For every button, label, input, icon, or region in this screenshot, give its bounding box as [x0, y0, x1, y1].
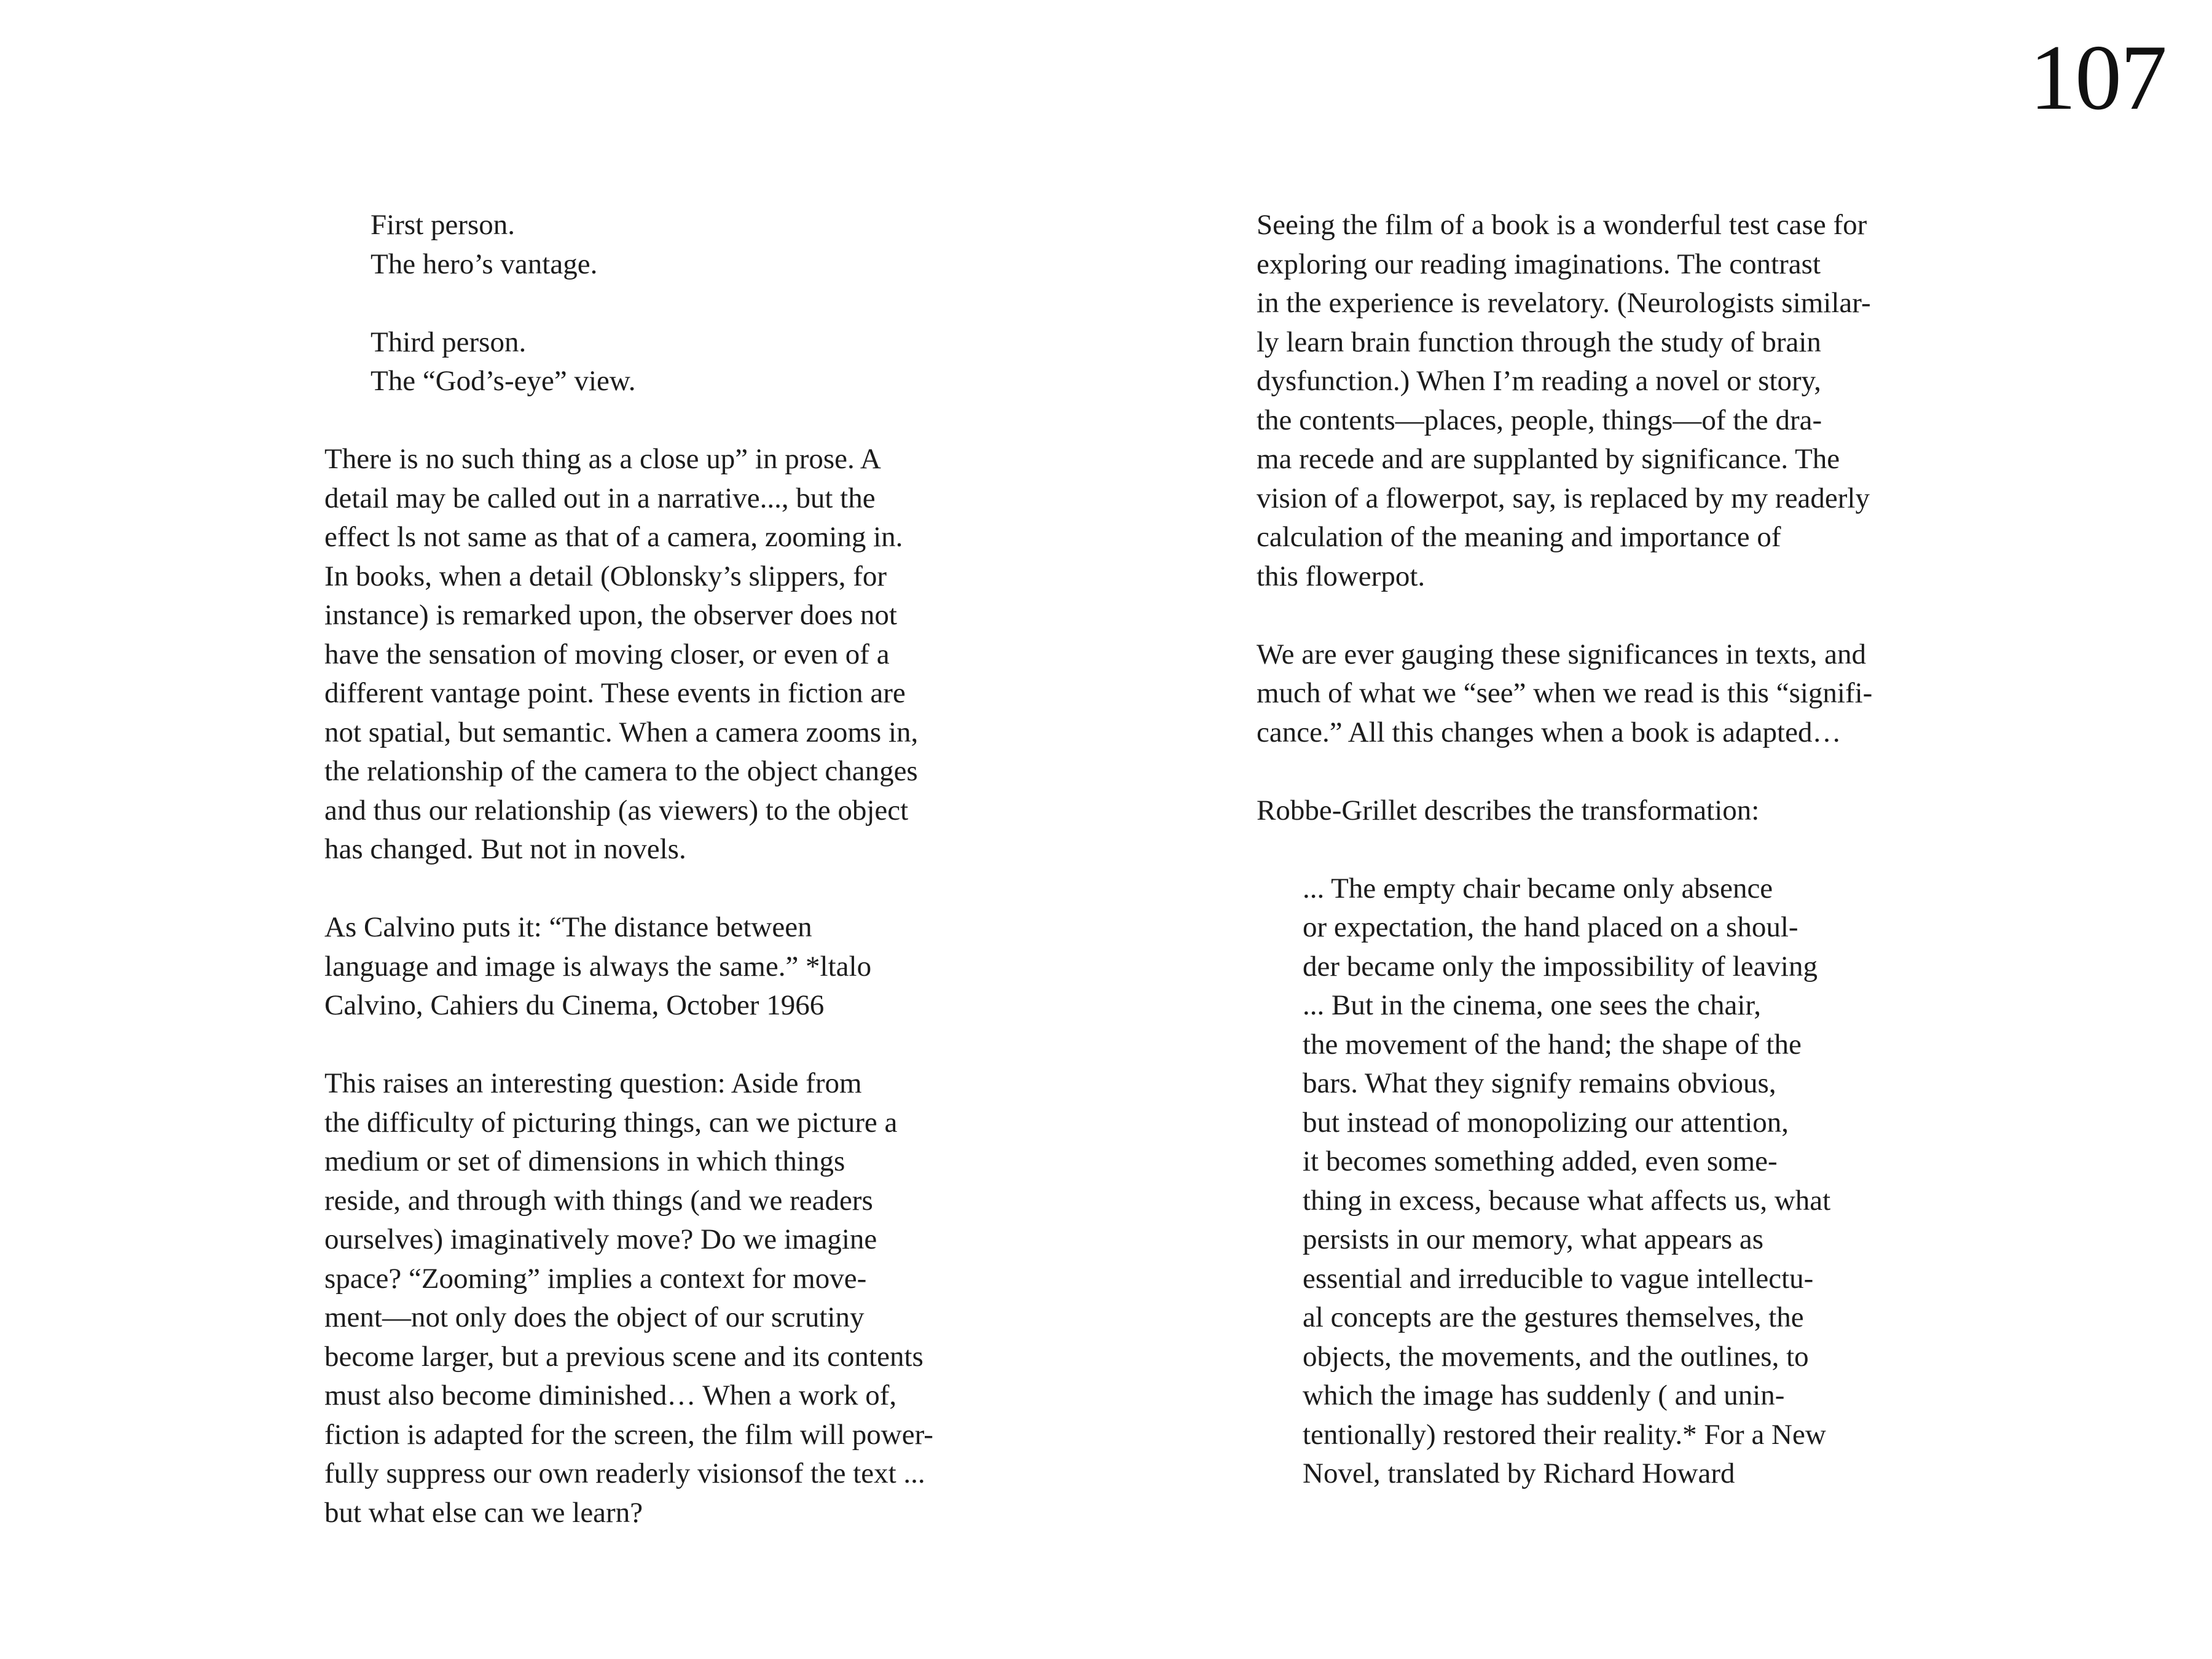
text-line: As Calvino puts it: “The distance between [324, 911, 812, 943]
text-line: In books, when a detail (Oblonsky’s slippers, for [324, 560, 887, 592]
text-line: detail may be called out in a narrative..., but the [324, 482, 876, 514]
right-column [1257, 206, 1945, 1494]
quote-line: persists in our memory, what appears as [1303, 1223, 1764, 1255]
quote-line: al concepts are the gestures themselves, the [1303, 1301, 1804, 1333]
paragraph-film [1257, 206, 1945, 596]
first-person-block [324, 206, 1013, 284]
quote-line: it becomes something added, even some- [1303, 1145, 1778, 1177]
quote-line: thing in excess, because what affects us, what [1303, 1184, 1831, 1217]
text-line: the difficulty of picturing things, can we picture a [324, 1106, 898, 1139]
paragraph-calvino [324, 908, 1013, 1026]
text-line: Third person. [371, 326, 527, 358]
quote-line: ... But in the cinema, one sees the chair, [1303, 989, 1761, 1021]
text-line: not spatial, but semantic. When a camera zooms in, [324, 716, 919, 748]
paragraph-closeup [324, 440, 1013, 869]
text-line: medium or set of dimensions in which things [324, 1145, 845, 1177]
quote-line: bars. What they signify remains obvious, [1303, 1067, 1776, 1099]
text-line: effect ls not same as that of a camera, zooming in. [324, 521, 903, 553]
text-line: this flowerpot. [1257, 560, 1426, 592]
text-line: must also become diminished… When a work of, [324, 1379, 897, 1411]
text-line: First person. [371, 209, 515, 241]
text-line: the relationship of the camera to the object changes [324, 755, 918, 787]
left-column [324, 206, 1013, 1532]
quote-line: der became only the impossibility of leaving [1303, 950, 1818, 982]
text-line: language and image is always the same.” *ltalo [324, 950, 872, 982]
text-line: and thus our relationship (as viewers) to the object [324, 794, 909, 826]
quote-line: objects, the movements, and the outlines, to [1303, 1340, 1809, 1373]
quote-line: but instead of monopolizing our attention, [1303, 1106, 1789, 1139]
text-line: exploring our reading imaginations. The contrast [1257, 248, 1821, 280]
text-line: instance) is remarked upon, the observer does not [324, 599, 897, 631]
page-number: 107 [2030, 26, 2166, 129]
quote-line: which the image has suddenly ( and unin- [1303, 1379, 1785, 1411]
text-line: There is no such thing as a close up” in prose. A [324, 443, 881, 475]
quote-line: or expectation, the hand placed on a shoul- [1303, 911, 1798, 943]
text-line: in the experience is revelatory. (Neurologists similar- [1257, 287, 1871, 319]
quote-line: the movement of the hand; the shape of the [1303, 1028, 1802, 1061]
text-line: ourselves) imaginatively move? Do we imagine [324, 1223, 877, 1255]
text-line: dysfunction.) When I’m reading a novel or story, [1257, 365, 1821, 397]
text-line: Calvino, Cahiers du Cinema, October 1966 [324, 989, 825, 1021]
text-line: much of what we “see” when we read is this “signifi- [1257, 677, 1873, 709]
text-line: Seeing the film of a book is a wonderful test case for [1257, 209, 1867, 241]
text-line: ly learn brain function through the study of brain [1257, 326, 1821, 358]
text-line: ma recede and are supplanted by significance. The [1257, 443, 1840, 475]
text-line: space? “Zooming” implies a context for move- [324, 1262, 867, 1295]
block-quote [1257, 869, 1945, 1494]
quote-line: tentionally) restored their reality.* For a New [1303, 1418, 1826, 1451]
text-line: We are ever gauging these significances in texts, and [1257, 638, 1866, 670]
text-line: has changed. But not in novels. [324, 833, 686, 865]
text-line: fully suppress our own readerly visionsof the text ... [324, 1457, 925, 1489]
text-line: ment—not only does the object of our scrutiny [324, 1301, 865, 1333]
text-line: Robbe-Grillet describes the transformation: [1257, 794, 1760, 826]
paragraph-significance [1257, 635, 1945, 753]
text-line: have the sensation of moving closer, or even of a [324, 638, 890, 670]
quote-line: essential and irreducible to vague intellectu- [1303, 1262, 1814, 1295]
text-line: calculation of the meaning and importance of [1257, 521, 1781, 553]
text-line: but what else can we learn? [324, 1496, 643, 1529]
text-line: This raises an interesting question: Aside from [324, 1067, 862, 1099]
third-person-block [324, 323, 1013, 401]
text-line: the contents—places, people, things—of the dra- [1257, 404, 1822, 436]
paragraph-question [324, 1064, 1013, 1532]
paragraph-robbe-grillet [1257, 791, 1945, 831]
text-line: The “God’s-eye” view. [371, 365, 636, 397]
text-line: reside, and through with things (and we readers [324, 1184, 873, 1217]
text-line: become larger, but a previous scene and its contents [324, 1340, 924, 1373]
text-line: fiction is adapted for the screen, the film will power- [324, 1418, 933, 1451]
text-line: The hero’s vantage. [371, 248, 598, 280]
quote-line: ... The empty chair became only absence [1303, 872, 1773, 904]
text-line: different vantage point. These events in fiction are [324, 677, 906, 709]
text-line: cance.” All this changes when a book is adapted… [1257, 716, 1841, 748]
text-line: vision of a flowerpot, say, is replaced by my readerly [1257, 482, 1870, 514]
quote-line: Novel, translated by Richard Howard [1303, 1457, 1735, 1489]
